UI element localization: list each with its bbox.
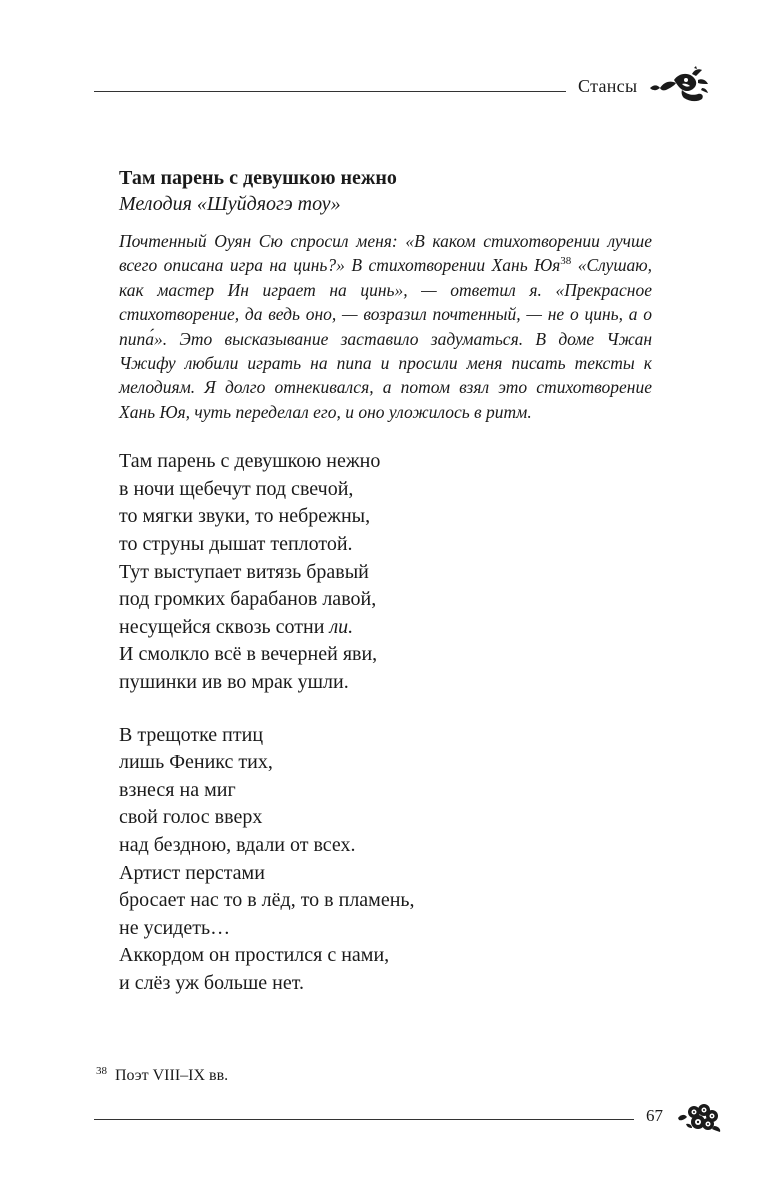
verse-line: над бездною, вдали от всех. — [119, 833, 356, 856]
verse-line: бросает нас то в лёд, то в пламень, — [119, 889, 415, 912]
verse-line: Артист перстами — [119, 861, 265, 884]
verse-line: свой голос вверх — [119, 806, 263, 829]
running-title: Стансы — [578, 76, 638, 96]
dragon-ornament-icon — [648, 66, 710, 104]
footnote-number: 38 — [96, 1064, 107, 1077]
poem-title: Там парень с девушкою нежно — [119, 167, 397, 189]
verse-line: пушинки ив во мрак ушли. — [119, 671, 349, 693]
preface-text-2: «Слушаю, как мастер Ин играет на цинь», — ответил я. «Прекрасное стихотворение, да ведь оно, — возразил почтенный, — не о цинь, а о пипа́». Это высказывание заставило задуматься. В доме Чжан Чжифу любили играть на пипа и просили меня писать тексты к мелодиям. Я долго отнекивался, а потом взял это стихотворение Хань Юя, чуть переделал его, и оно уложилось в ритм. — [119, 255, 652, 422]
footer-rule — [94, 1119, 634, 1120]
verse-line — [119, 614, 659, 642]
verse-line: Аккордом он простился с нами, — [119, 944, 390, 967]
verse-line: взнеся на миг — [119, 778, 236, 801]
stanza-1 — [119, 448, 659, 696]
verse-line: Тут выступает витязь бравый — [119, 560, 369, 583]
verse-line: Там парень с девушкою нежно — [119, 450, 381, 473]
verse-line: в ночи щебечут под свечой, — [119, 477, 354, 500]
footnote — [96, 1066, 228, 1086]
header-rule — [94, 91, 566, 92]
verse-line-text: несущейся сквозь сотни — [119, 615, 330, 638]
page-content — [119, 165, 659, 1023]
running-header — [0, 0, 768, 120]
verse-line: то мягки звуки, то небрежны, — [119, 505, 371, 528]
verse-line: не усидеть… — [119, 916, 231, 939]
poem-preface — [119, 229, 652, 424]
footnote-text: Поэт VIII–IX вв. — [115, 1067, 229, 1084]
verse-line: В трещотке птиц — [119, 723, 264, 746]
cloud-ornament-icon — [676, 1102, 722, 1134]
verse-line: под громких барабанов лавой, — [119, 588, 377, 611]
footnote-reference: 38 — [560, 255, 572, 268]
verse-line: и слёз уж больше нет. — [119, 971, 304, 994]
preface-text-1: Почтенный Оуян Сю спросил меня: «В каком стихотворении лучше всего описана игра на цинь?» В стихотворении Хань Юя — [119, 231, 652, 276]
stanza-2 — [119, 722, 659, 998]
page-number: 67 — [646, 1106, 663, 1125]
verse-line: И смолкло всё в вечерней яви, — [119, 643, 378, 666]
verse-line: то струны дышат теплотой. — [119, 533, 353, 556]
verse-line: лишь Феникс тих, — [119, 751, 273, 774]
verse-line-italic-term: ли. — [329, 615, 354, 638]
poem-melody: Мелодия «Шуйдяогэ тоу» — [119, 193, 341, 215]
